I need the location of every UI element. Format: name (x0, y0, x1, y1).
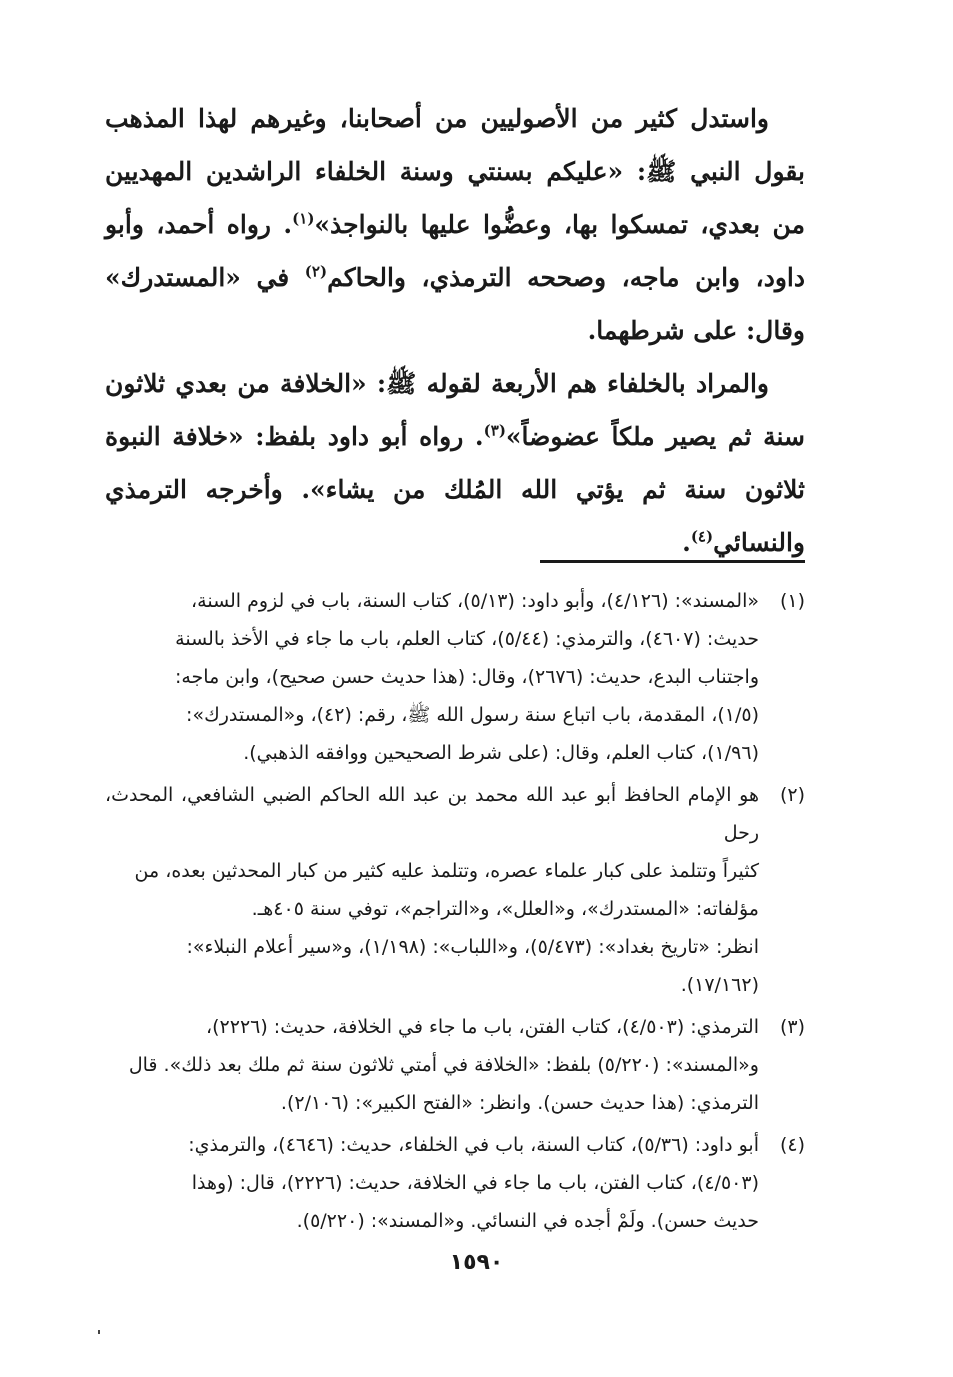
paragraph-2-part-1: والمراد بالخلفاء هم الأربعة لقوله ﷺ: «الخلافة من بعدي ثلاثون سنة ثم يصير ملكاً عضوضاً» (105, 369, 805, 451)
footnote-line: الترمذي: (٤/٥٠٣)، كتاب الفتن، باب ما جاء في الخلافة، حديث: (٢٢٢٦)، (205, 1016, 759, 1038)
footnote-line: «المسند»: (٤/١٢٦)، وأبو داود: (٥/١٣)، كتاب السنة، باب في لزوم السنة، (191, 590, 759, 612)
footnote-line: و«المسند»: (٥/٢٢٠) بلفظ: «الخلافة في أمتي ثلاثون سنة ثم ملك بعد ذلك». قال (128, 1054, 759, 1076)
footnote-line: (١٧/١٦٢). (680, 974, 759, 996)
footnote-ref-3[interactable]: (٣) (483, 421, 506, 440)
footnote-line: الترمذي: (هذا حديث حسن). وانظر: «الفتح الكبير»: (٢/١٠٦). (280, 1092, 759, 1114)
footnote-number: (١) (779, 590, 805, 612)
footnote-number: (٤) (779, 1134, 805, 1156)
main-text (105, 92, 805, 569)
scan-speck (98, 1330, 100, 1334)
paragraph-1-part-2: . رواه أحمد، وأبو داود، وابن ماجه، وصححه الترمذي، والحاكم (105, 210, 805, 292)
paragraph-2-part-3: . (682, 528, 691, 557)
paragraph-1-part-3: في «المستدرك» وقال: على شرطهما. (105, 263, 805, 345)
footnote-line: (١/٥)، المقدمة، باب اتباع سنة رسول الله ﷺ، رقم: (٤٢)، و«المستدرك»: (186, 704, 759, 726)
footnote-2 (105, 776, 805, 1004)
paragraph-2 (105, 357, 805, 569)
paragraph-1 (105, 92, 805, 357)
footnote-number: (٣) (779, 1016, 805, 1038)
footnote-line: واجتناب البدع، حديث: (٢٦٧٦)، وقال: (هذا حديث حسن صحيح)، وابن ماجه: (174, 666, 759, 688)
footnote-line: أبو داود: (٥/٣٦)، كتاب السنة، باب في الخلفاء، حديث: (٤٦٤٦)، والترمذي: (188, 1134, 759, 1156)
footnote-line: هو الإمام الحافظ أبو عبد الله محمد بن عبد الله الحاكم الضبي الشافعي، المحدث، رحل (105, 784, 759, 844)
footnote-line: انظر: «تاريخ بغداد»: (٥/٤٧٣)، و«اللباب»: (١/١٩٨)، و«سير أعلام النبلاء»: (186, 936, 759, 958)
paragraph-1-part-1: واستدل كثير من الأصوليين من أصحابنا، وغيرهم لهذا المذهب بقول النبي ﷺ: «عليكم بسنتي وسنة الخلفاء الراشدين المهديين من بعدي، تمسكوا بها، وعضُّوا عليها بالنواجذ» (105, 104, 805, 239)
footnote-line: حديث: (٤٦٠٧)، والترمذي: (٥/٤٤)، كتاب العلم، باب ما جاء في الأخذ بالسنة (175, 628, 759, 650)
footnote-separator (540, 560, 805, 563)
footnote-line: (١/٩٦)، كتاب العلم، وقال: (على شرط الصحيحين ووافقه الذهبي). (243, 742, 759, 764)
paragraph-2-part-2: . رواه أبو داود بلفظ: «خلافة النبوة ثلاثون سنة ثم يؤتي الله المُلك من يشاء». وأخرجه الترمذي والنسائي (105, 422, 805, 557)
footnote-line: مؤلفاته: «المستدرك»، و«العلل»، و«التراجم»، توفي سنة ٤٠٥هـ. (251, 898, 759, 920)
footnote-3 (105, 1008, 805, 1122)
footnote-ref-4[interactable]: (٤) (690, 527, 714, 546)
footnote-number: (٢) (779, 784, 805, 806)
footnote-line: حديث حسن). ولَمْ أجده في النسائي. و«المسند»: (٥/٢٢٠). (296, 1210, 759, 1232)
footnote-1 (105, 582, 805, 772)
footnotes (105, 582, 805, 1244)
page-number: ١٥٩٠ (449, 1250, 504, 1275)
footnote-line: كثيراً وتتلمذ على كبار علماء عصره، وتتلمذ عليه كثير من كبار المحدثين بعده، من (134, 860, 759, 882)
footnote-4 (105, 1126, 805, 1240)
footnote-ref-2[interactable]: (٢) (304, 262, 328, 281)
footnote-line: (٤/٥٠٣)، كتاب الفتن، باب ما جاء في الخلافة، حديث: (٢٢٢٦)، قال: (وهذا (191, 1172, 759, 1194)
footnote-ref-1[interactable]: (١) (292, 209, 315, 228)
